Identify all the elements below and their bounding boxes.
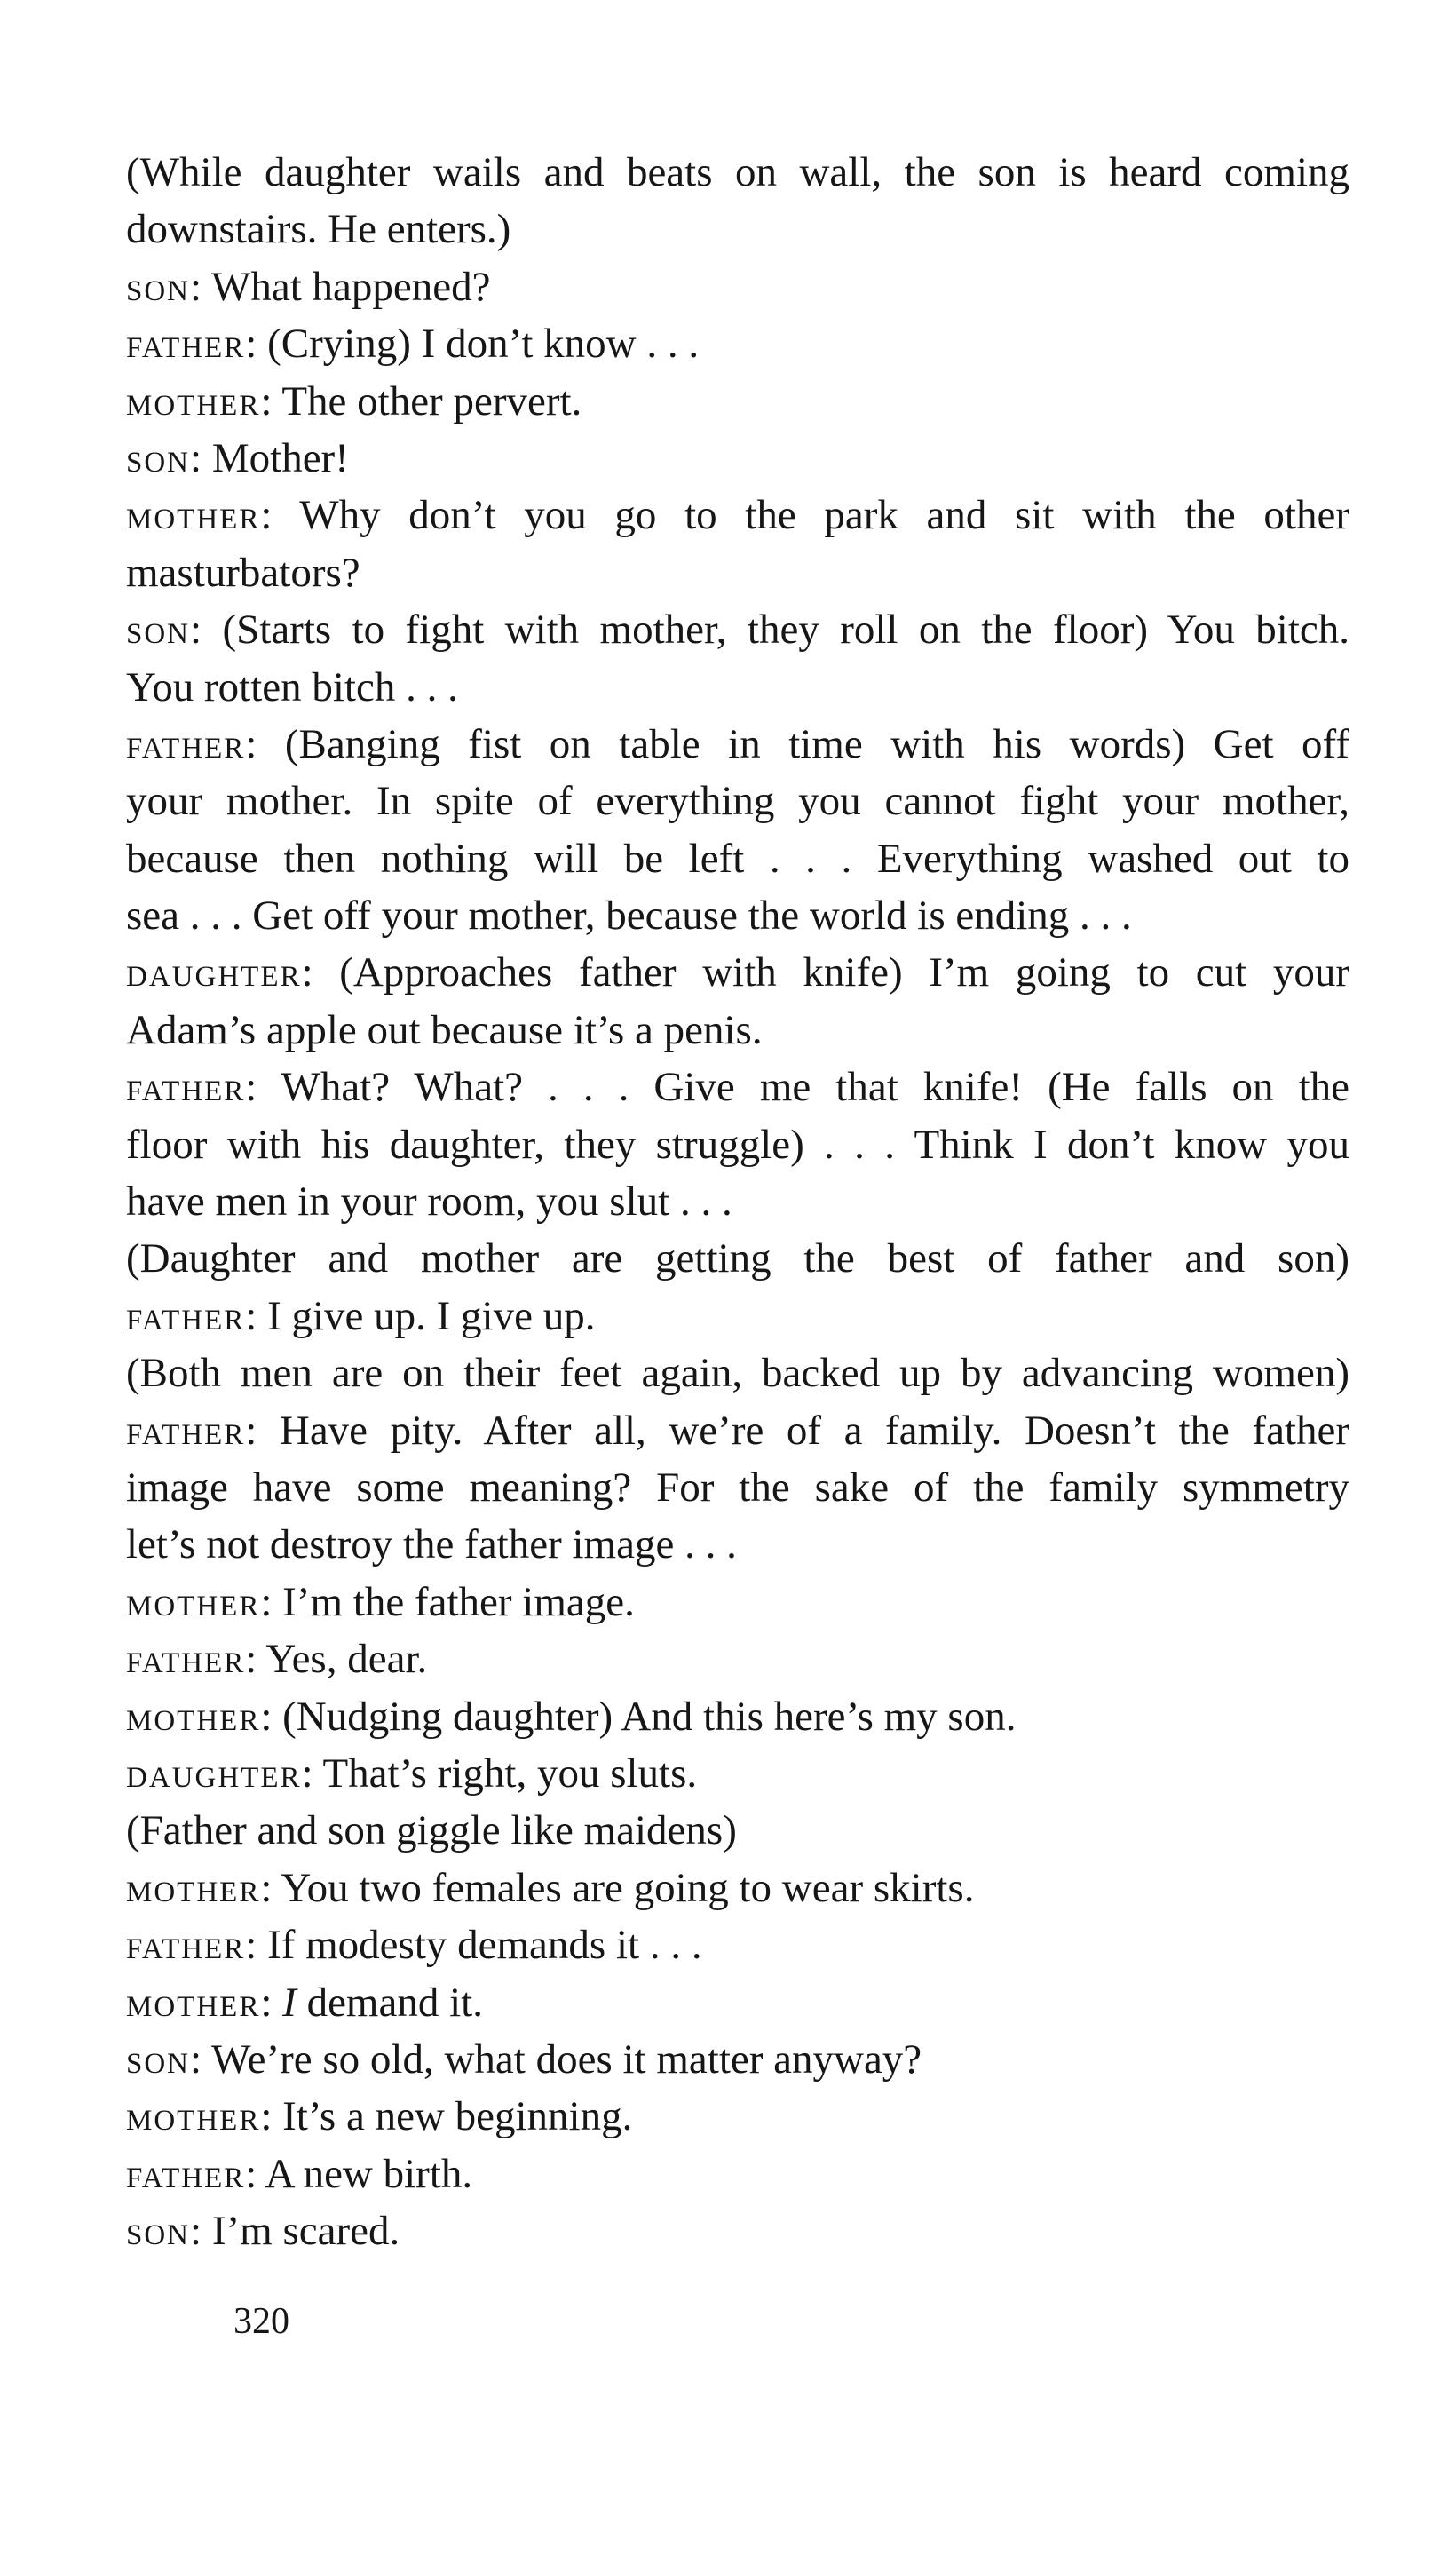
line-text: The other pervert. [281, 377, 582, 425]
line-text: That’s right, you sluts. [322, 1750, 698, 1797]
text-line [126, 544, 1349, 601]
dialogue-line: son: (Starts to fight with mother, they roll on the floor) You bitch. [126, 607, 1349, 654]
line-text: We’re so old, what does it matter anyway? [211, 2035, 922, 2083]
line-text: I give up. I give up. [267, 1292, 596, 1339]
dialogue-line: mother: (Nudging daughter) And this here’s my son. [126, 1693, 1017, 1740]
dialogue-line: mother: You two females are going to wear skirts. [126, 1864, 975, 1911]
speaker-name: daughter [126, 1750, 302, 1797]
text-line [126, 773, 1349, 829]
speaker-name: father [126, 720, 246, 767]
text-line [126, 1345, 1349, 1401]
line-text: (Approaches father with knife) I’m going to cut your [339, 949, 1349, 996]
dialogue-line: father: (Crying) I don’t know . . . [126, 321, 700, 368]
speaker-name: son [126, 434, 191, 481]
line-text: (Both men are on their feet again, backed up by advancing women) [126, 1350, 1349, 1397]
line-text: I’m the father image. [282, 1578, 635, 1625]
dialogue-line: son: What happened? [126, 263, 491, 310]
text-line [126, 1230, 1349, 1287]
speaker-name: son [126, 2035, 191, 2083]
line-text: (Starts to fight with mother, they roll on the floor) You bitch. [222, 607, 1349, 654]
line-text: I’m scared. [211, 2208, 400, 2255]
dialogue-line: father: If modesty demands it . . . [126, 1922, 702, 1969]
line-text: Yes, dear. [265, 1636, 428, 1683]
dialogue-line: mother: I demand it. [126, 1979, 483, 2026]
dialogue-line: father: A new birth. [126, 2150, 473, 2197]
page-number: 320 [233, 2301, 289, 2342]
text-line [126, 1173, 1349, 1230]
dialogue-line: mother: It’s a new beginning. [126, 2093, 633, 2140]
text-line [126, 1116, 1349, 1173]
line-text: What? What? . . . Give me that knife! (He falls on the [281, 1064, 1349, 1111]
speaker-name: mother [126, 1979, 261, 2026]
line-text: floor with his daughter, they struggle) . . . Think I don’t know you [126, 1121, 1349, 1168]
line-text: What happened? [211, 263, 491, 310]
line-text: If modesty demands it . . . [267, 1922, 702, 1969]
speaker-name: mother [126, 2093, 261, 2140]
line-text: A new birth. [265, 2150, 473, 2197]
line-text: Adam’s apple out because it’s a penis. [126, 1006, 763, 1053]
line-text: sea . . . Get off your mother, because the world is ending . . . [126, 893, 1132, 940]
line-text: You rotten bitch . . . [126, 663, 458, 710]
dialogue-line: father: Have pity. After all, we’re of a family. Doesn’t the father [126, 1407, 1349, 1454]
dialogue-line: son: Mother! [126, 434, 349, 481]
dialogue-line: father: What? What? . . . Give me that knife! (He falls on the [126, 1064, 1349, 1111]
line-text: demand it. [296, 1979, 483, 2026]
speaker-name: father [126, 2150, 246, 2197]
dialogue-line: son: I’m scared. [126, 2208, 400, 2255]
text-line [126, 659, 1349, 716]
speaker-name: mother [126, 492, 261, 539]
speaker-name: son [126, 263, 191, 310]
line-text: because then nothing will be left . . . Everything washed out to [126, 835, 1349, 882]
speaker-name: mother [126, 1578, 261, 1625]
line-text: let’s not destroy the father image . . . [126, 1521, 737, 1568]
dialogue-line: daughter: (Approaches father with knife) I’m going to cut your [126, 949, 1349, 996]
text-line [126, 1802, 1349, 1859]
line-text: Why don’t you go to the park and sit with the other [299, 492, 1349, 539]
speaker-name: father [126, 1922, 246, 1969]
play-text [126, 144, 1349, 2259]
line-text: masturbators? [126, 549, 360, 596]
speaker-name: son [126, 2208, 191, 2255]
line-text: your mother. In spite of everything you cannot fight your mother, [126, 778, 1349, 825]
emphasis-text: I [282, 1979, 297, 2026]
text-line [126, 1516, 1349, 1573]
dialogue-line: son: We’re so old, what does it matter anyway? [126, 2035, 922, 2083]
line-text: (Daughter and mother are getting the best of father and son) [126, 1235, 1349, 1282]
line-text: (Crying) I don’t know . . . [267, 321, 700, 368]
line-text: Have pity. After all, we’re of a family. Doesn’t the father [279, 1407, 1349, 1454]
speaker-name: father [126, 1407, 246, 1454]
speaker-name: mother [126, 1864, 261, 1911]
speaker-name: father [126, 1636, 246, 1683]
line-text: It’s a new beginning. [282, 2093, 633, 2140]
speaker-name: son [126, 607, 191, 654]
dialogue-line: father: Yes, dear. [126, 1636, 428, 1683]
dialogue-line: daughter: That’s right, you sluts. [126, 1750, 698, 1797]
text-line [126, 1002, 1349, 1059]
speaker-name: mother [126, 377, 261, 425]
text-line [126, 887, 1349, 944]
speaker-name: father [126, 1292, 246, 1339]
text-line [126, 144, 1349, 201]
line-text: (While daughter wails and beats on wall, the son is heard coming [126, 149, 1349, 195]
dialogue-line: mother: I’m the father image. [126, 1578, 635, 1625]
dialogue-line: father: I give up. I give up. [126, 1292, 596, 1339]
speaker-name: mother [126, 1693, 261, 1740]
dialogue-line: mother: The other pervert. [126, 377, 582, 425]
line-text: Mother! [211, 434, 349, 481]
speaker-name: father [126, 1064, 246, 1111]
line-text: (Father and son giggle like maidens) [126, 1807, 737, 1854]
text-line [126, 201, 1349, 258]
line-text: downstairs. He enters.) [126, 206, 511, 253]
line-text: have men in your room, you slut . . . [126, 1178, 732, 1226]
line-text: (Nudging daughter) And this here’s my son. [282, 1693, 1017, 1740]
dialogue-line: mother: Why don’t you go to the park and sit with the other [126, 492, 1349, 539]
speaker-name: father [126, 321, 246, 368]
line-text: image have some meaning? For the sake of the family symmetry [126, 1464, 1349, 1511]
line-text: (Banging fist on table in time with his words) Get off [284, 720, 1349, 767]
text-line [126, 1459, 1349, 1516]
speaker-name: daughter [126, 949, 302, 996]
text-line [126, 830, 1349, 887]
dialogue-line: father: (Banging fist on table in time with his words) Get off [126, 720, 1349, 767]
line-text: You two females are going to wear skirts. [281, 1864, 975, 1911]
